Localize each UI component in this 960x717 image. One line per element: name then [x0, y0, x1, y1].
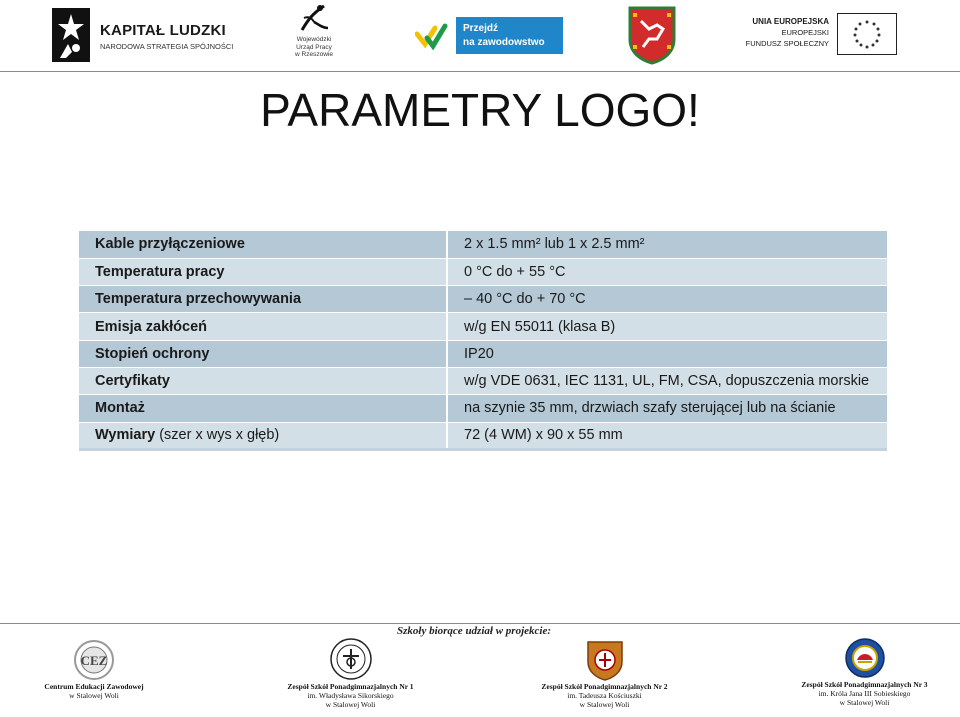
header-divider [0, 71, 960, 72]
wup-rzeszow-logo [282, 2, 346, 68]
zsp1-emblem-icon [329, 636, 373, 682]
table-row [79, 231, 887, 258]
ue-line-1: UNIA EUROPEJSKA [752, 17, 829, 26]
param-label: Certyfikaty [79, 367, 447, 394]
school-line-2: w Stalowej Woli [69, 691, 119, 700]
table-row [79, 422, 887, 449]
table-row [79, 286, 887, 313]
param-value: na szynie 35 mm, drzwiach szafy sterującej lub na ścianie [447, 395, 887, 422]
param-label: Stopień ochrony [79, 340, 447, 367]
table-row [79, 395, 887, 422]
school-line-3: w Stalowej Woli [579, 700, 630, 709]
school-line-1: Centrum Edukacji Zawodowej [44, 682, 144, 691]
param-label: Temperatura pracy [79, 258, 447, 285]
param-label: Temperatura przechowywania [79, 286, 447, 313]
check-arrows-icon [415, 20, 451, 50]
wup-line-3: w Rzeszowie [295, 51, 333, 58]
school-line-1: Zespół Szkół Ponadgimnazjalnych Nr 2 [541, 682, 668, 691]
param-value: 2 x 1.5 mm² lub 1 x 2.5 mm² [447, 231, 887, 258]
school-zsp3 [792, 636, 937, 707]
param-label-cell [79, 422, 447, 449]
przejdz-blue-box [456, 17, 563, 54]
param-value: w/g EN 55011 (klasa B) [447, 313, 887, 340]
wup-line-2: Urząd Pracy [296, 43, 332, 51]
table-row [79, 258, 887, 285]
zsp3-emblem-icon [844, 636, 886, 680]
school-line-3: w Stalowej Woli [839, 698, 890, 707]
param-value: 72 (4 WM) x 90 x 55 mm [447, 422, 887, 449]
school-line-2: im. Tadeusza Kościuszki [567, 691, 642, 700]
footer-heading: Szkoły biorące udział w projekcie: [397, 625, 551, 637]
ue-line-2: EUROPEJSKI [781, 28, 829, 37]
przejdz-line-2: na zawodowstwo [463, 37, 545, 48]
kapital-ludzki-star-icon [52, 8, 90, 62]
cez-emblem-text: CEZ [80, 653, 108, 668]
header-logo-bar [0, 0, 960, 72]
kapital-ludzki-logo [52, 8, 232, 64]
zsp2-emblem-icon [585, 638, 625, 682]
table-row [79, 367, 887, 394]
kapital-ludzki-subtitle: NARODOWA STRATEGIA SPÓJNOŚCI [100, 42, 234, 51]
ue-line-3: FUNDUSZ SPOŁECZNY [745, 39, 829, 48]
school-line-2: im. Króla Jana III Sobieskiego [818, 689, 911, 698]
school-line-1: Zespół Szkół Ponadgimnazjalnych Nr 3 [801, 680, 928, 689]
param-value: – 40 °C do + 70 °C [447, 286, 887, 313]
param-value: w/g VDE 0631, IEC 1131, UL, FM, CSA, dopuszczenia morskie [447, 367, 887, 394]
param-label-suffix: (szer x wys x głęb) [155, 427, 280, 444]
school-cez [38, 638, 150, 700]
table-row [79, 313, 887, 340]
table-row [79, 340, 887, 367]
param-value: IP20 [447, 340, 887, 367]
school-zsp2 [532, 638, 677, 709]
param-value: 0 °C do + 55 °C [447, 258, 887, 285]
school-line-1: Zespół Szkół Ponadgimnazjalnych Nr 1 [287, 682, 414, 691]
wup-line-1: Wojewódzki [296, 36, 332, 43]
eu-flag-icon [837, 13, 897, 55]
school-line-2: im. Władysława Sikorskiego [307, 691, 394, 700]
wup-figure-icon [294, 2, 334, 36]
coat-of-arms-icon [627, 5, 677, 65]
footer-divider [0, 623, 960, 624]
cez-emblem-icon [72, 638, 116, 682]
przejdz-line-1: Przejdź [463, 23, 499, 34]
unia-europejska-logo [745, 13, 897, 55]
school-zsp1 [278, 636, 423, 709]
przejdz-na-zawodowstwo-logo [415, 16, 550, 56]
school-line-3: w Stalowej Woli [325, 700, 376, 709]
param-label: Emisja zakłóceń [79, 313, 447, 340]
param-label: Kable przyłączeniowe [79, 231, 447, 258]
kapital-ludzki-title: KAPITAŁ LUDZKI [100, 22, 226, 39]
page-title: PARAMETRY LOGO! [260, 84, 700, 136]
parameters-table [79, 231, 887, 451]
param-label: Montaż [79, 395, 447, 422]
param-label: Wymiary [95, 427, 156, 444]
